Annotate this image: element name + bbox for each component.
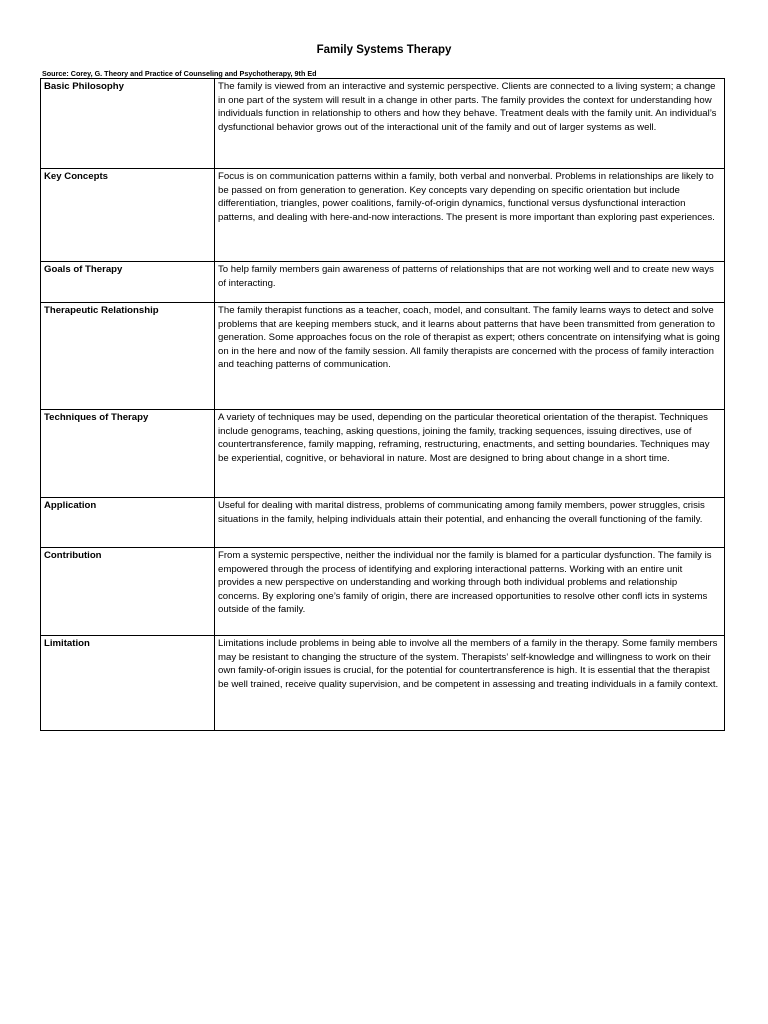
table-row	[41, 169, 725, 262]
row-label: Techniques of Therapy	[41, 410, 215, 498]
row-description: The family is viewed from an interactive and systemic perspective. Clients are connected to a living system; a change in one part of the system will result in a change in other parts. The family provides the context for understanding how individuals function in relationship to others and how they behave. Treatment deals with the family unit. An individual’s dysfunctional behavior grows out of the interactional unit of the family and out of larger systems as well.	[215, 79, 725, 169]
row-description: A variety of techniques may be used, depending on the particular theoretical orientation of the therapist. Techniques include genograms, teaching, asking questions, joining the family, tracking sequences, issuing directives, use of countertransference, family mapping, reframing, restructuring, enactments, and setting boundaries. Techniques may be experiential, cognitive, or behavioral in nature. Most are designed to bring about change in a short time.	[215, 410, 725, 498]
table-row	[41, 262, 725, 303]
row-description: Focus is on communication patterns within a family, both verbal and nonverbal. Problems in relationships are likely to be passed on from generation to generation. Key concepts vary depending on specific orientation but include differentiation, triangles, power coalitions, family-of-origin dynamics, functional versus dysfunctional interaction patterns, and dealing with here-and-now interactions. The present is more important than exploring past experiences.	[215, 169, 725, 262]
row-label: Contribution	[41, 548, 215, 636]
row-label: Application	[41, 498, 215, 548]
therapy-summary-table	[40, 78, 725, 731]
row-description: The family therapist functions as a teacher, coach, model, and consultant. The family learns ways to detect and solve problems that are keeping members stuck, and it learns about patterns that have been transmitted from generation to generation. Some approaches focus on the role of therapist as expert; others concentrate on intensifying what is going on in the here and now of the family session. All family therapists are concerned with the process of family interaction and teaching patterns of communication.	[215, 303, 725, 410]
row-label: Key Concepts	[41, 169, 215, 262]
row-description: To help family members gain awareness of patterns of relationships that are not working well and to create new ways of interacting.	[215, 262, 725, 303]
row-label: Therapeutic Relationship	[41, 303, 215, 410]
row-description: From a systemic perspective, neither the individual nor the family is blamed for a particular dysfunction. The family is empowered through the process of identifying and exploring interactional patterns. Working with an entire unit provides a new perspective on understanding and working through both individual problems and relationship concerns. By exploring one’s family of origin, there are increased opportunities to resolve other confl icts in systems outside of the family.	[215, 548, 725, 636]
row-description: Limitations include problems in being able to involve all the members of a family in the therapy. Some family members may be resistant to changing the structure of the system. Therapists’ self-knowledge and willingness to work on their own family-of-origin issues is crucial, for the potential for countertransference is high. It is essential that the therapist be well trained, receive quality supervision, and be competent in assessing and treating individuals in a family context.	[215, 636, 725, 731]
row-description: Useful for dealing with marital distress, problems of communicating among family members, power struggles, crisis situations in the family, helping individuals attain their potential, and enhancing the overall functioning of the family.	[215, 498, 725, 548]
table-row	[41, 636, 725, 731]
table-row	[41, 548, 725, 636]
source-citation: Source: Corey, G. Theory and Practice of Counseling and Psychotherapy, 9th Ed	[42, 69, 317, 78]
document-title: Family Systems Therapy	[316, 44, 452, 56]
table-row	[41, 410, 725, 498]
row-label: Basic Philosophy	[41, 79, 215, 169]
table-row	[41, 79, 725, 169]
table-row	[41, 498, 725, 548]
row-label: Goals of Therapy	[41, 262, 215, 303]
row-label: Limitation	[41, 636, 215, 731]
table-row	[41, 303, 725, 410]
